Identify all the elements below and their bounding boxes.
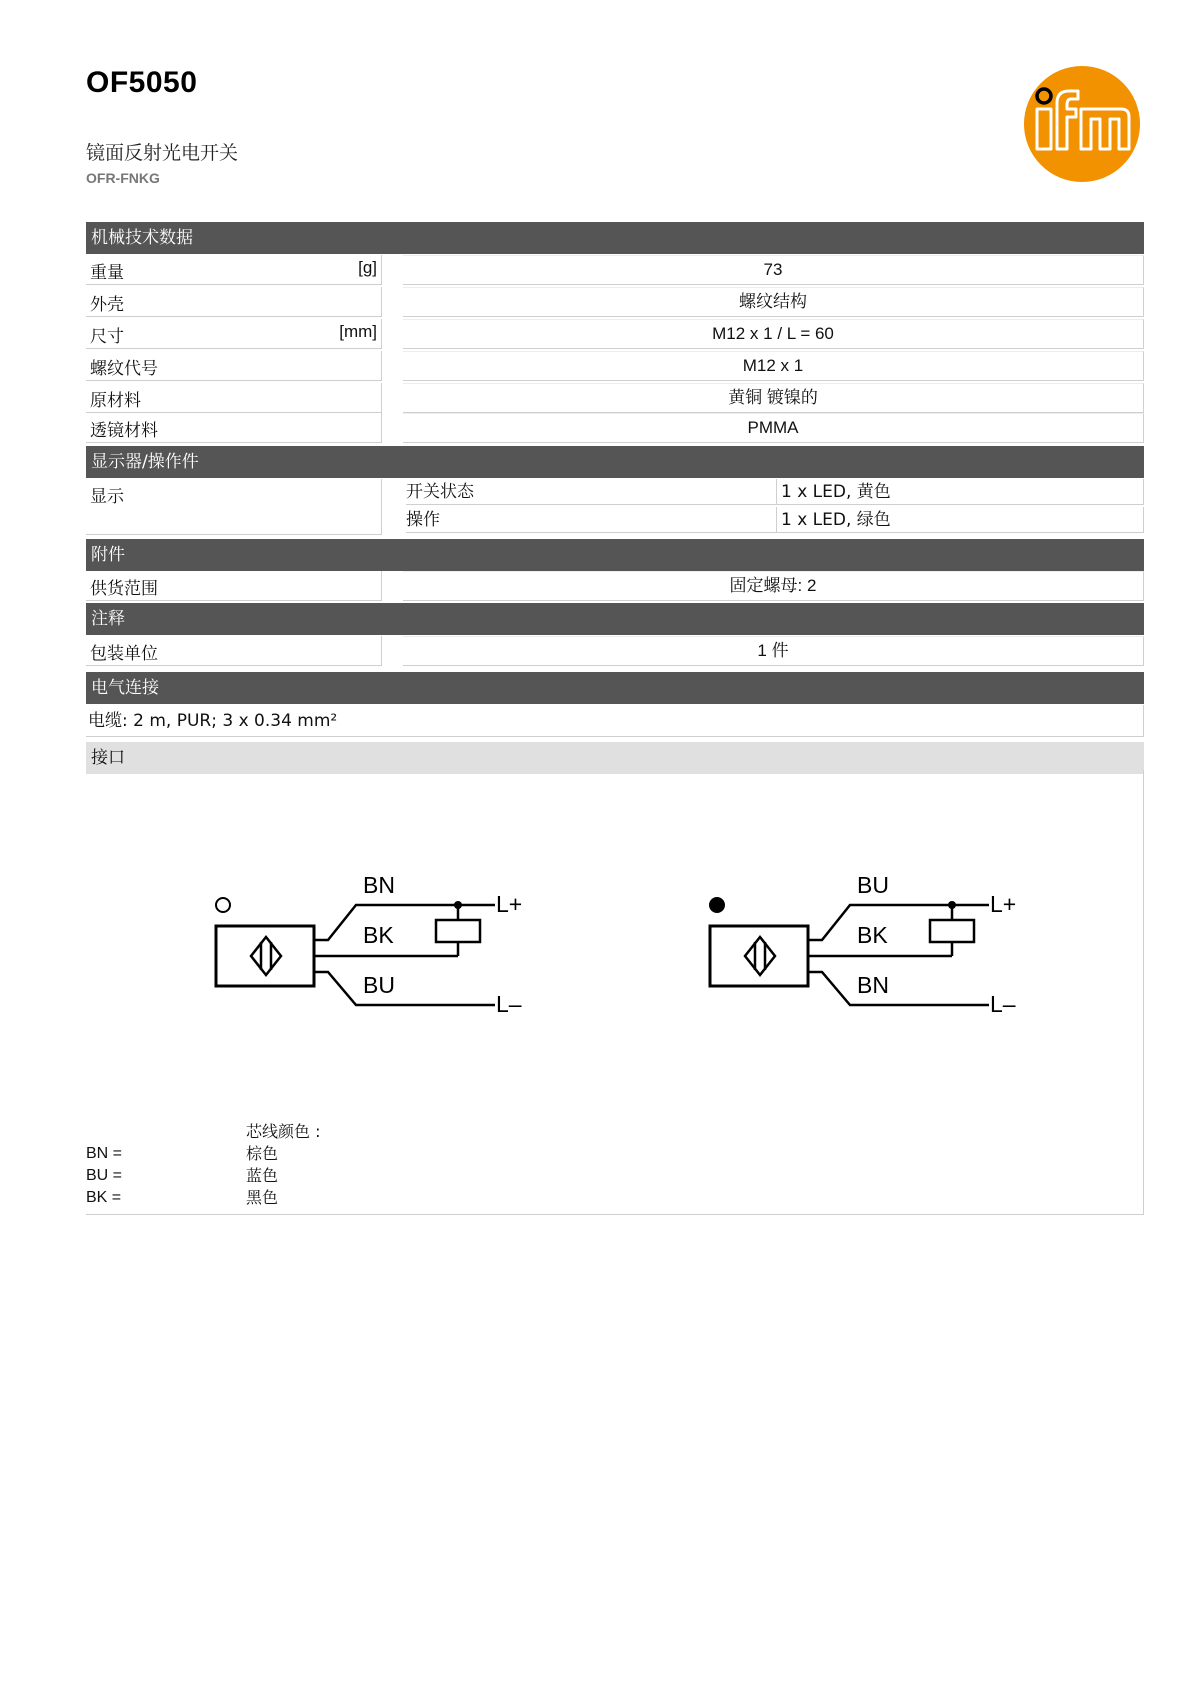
row-thread: [86, 351, 1144, 381]
section-electrical: 电气连接: [86, 672, 1144, 704]
terminal-minus: L–: [496, 991, 522, 1017]
section-mechanical: 机械技术数据: [86, 222, 1144, 254]
legend-color-bk: 黑色: [246, 1188, 279, 1207]
row-value: M12 x 1: [403, 351, 1144, 381]
wire-label-top: BU: [857, 872, 889, 898]
wiring-diagram-dark-on: [694, 860, 1034, 1020]
wire-label-top: BN: [363, 872, 395, 898]
product-title: OF5050: [86, 66, 198, 99]
product-subtitle: 镜面反射光电开关: [86, 142, 239, 164]
row-label: 螺纹代号: [90, 359, 158, 379]
row-lens-material: [86, 413, 1144, 443]
display-value-1: 1 x LED, 黄色: [776, 479, 1144, 505]
section-interface: 接口: [86, 742, 1144, 774]
terminal-minus: L–: [990, 991, 1016, 1017]
wiring-diagram-light-on: [200, 860, 540, 1020]
wire-label-bottom: BN: [857, 972, 889, 998]
legend-color-bn: 棕色: [246, 1144, 279, 1163]
product-code: OFR-FNKG: [86, 170, 160, 186]
row-label: 供货范围: [90, 579, 158, 599]
display-name-1: 开关状态: [406, 479, 776, 505]
legend-title: 芯线颜色 :: [246, 1122, 321, 1141]
row-unit: [g]: [358, 258, 377, 277]
row-label: 原材料: [90, 391, 141, 411]
display-name-2: 操作: [406, 507, 776, 533]
row-value: 固定螺母: 2: [403, 571, 1144, 601]
terminal-plus: L+: [496, 891, 523, 917]
legend-code-bu: BU =: [86, 1167, 123, 1184]
row-unit: [mm]: [339, 322, 377, 341]
section-display: 显示器/操作件: [86, 446, 1144, 478]
wire-label-mid: BK: [363, 922, 394, 948]
row-dimensions: [86, 319, 1144, 349]
row-material: [86, 383, 1144, 413]
cable-spec: 电缆: 2 m, PUR; 3 x 0.34 mm²: [86, 705, 1144, 737]
row-label: 透镜材料: [90, 421, 158, 441]
row-label: 尺寸: [90, 327, 124, 347]
row-label: 包装单位: [90, 644, 158, 664]
row-label: 显示: [90, 487, 124, 507]
section-accessories: 附件: [86, 539, 1144, 571]
wire-label-bottom: BU: [363, 972, 395, 998]
legend-code-bn: BN =: [86, 1145, 123, 1162]
row-scope-of-delivery: [86, 571, 1144, 601]
row-value: 黄铜 镀镍的: [403, 383, 1144, 413]
row-value: 螺纹结构: [403, 287, 1144, 317]
row-label: 重量: [90, 263, 124, 283]
ifm-logo: [1023, 65, 1141, 183]
row-label: 外壳: [90, 295, 124, 315]
display-value-2: 1 x LED, 绿色: [776, 507, 1144, 533]
row-weight: [86, 255, 1144, 285]
section-notes: 注释: [86, 603, 1144, 635]
legend-code-bk: BK =: [86, 1189, 122, 1206]
wire-label-mid: BK: [857, 922, 888, 948]
row-value: M12 x 1 / L = 60: [403, 319, 1144, 349]
row-housing: [86, 287, 1144, 317]
row-packing-unit: [86, 636, 1144, 666]
terminal-plus: L+: [990, 891, 1017, 917]
legend-color-bu: 蓝色: [246, 1166, 279, 1185]
row-value: 73: [403, 255, 1144, 285]
row-display: [86, 479, 1144, 535]
row-value: 1 件: [403, 636, 1144, 666]
row-value: PMMA: [403, 413, 1144, 443]
